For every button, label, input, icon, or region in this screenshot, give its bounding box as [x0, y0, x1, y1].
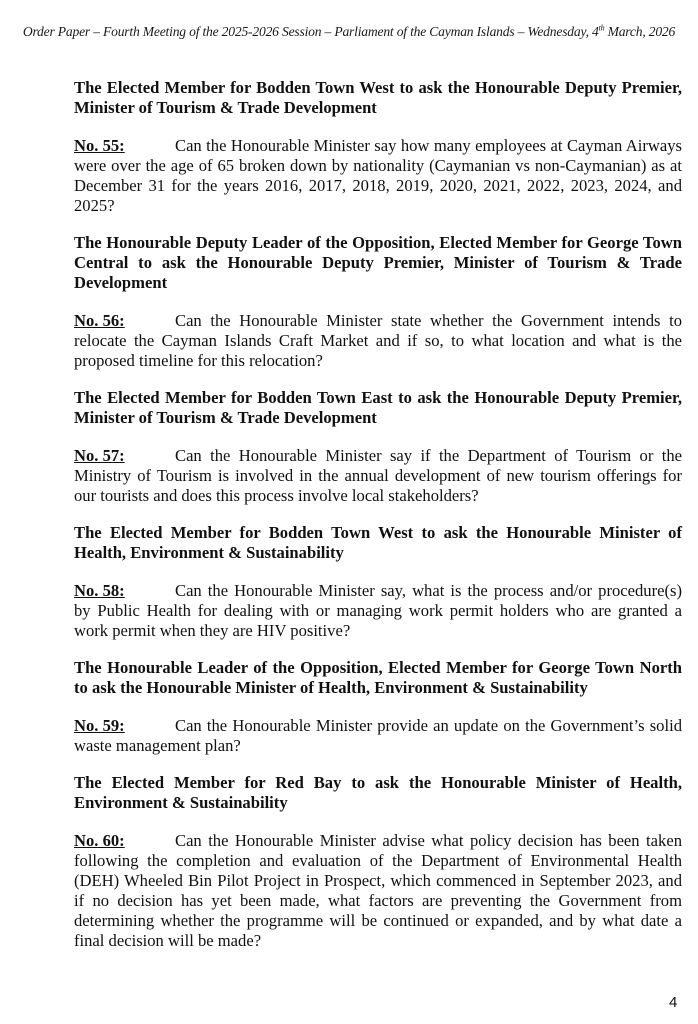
question-text: Can the Honourable Minister provide an update on the Government’s solid waste management plan?: [74, 716, 682, 755]
question-entry-59: [74, 658, 682, 756]
question-number: No. 57:: [74, 446, 125, 465]
question-number: No. 58:: [74, 581, 125, 600]
question-entry-57: [74, 388, 682, 506]
question-text: Can the Honourable Minister say if the Department of Tourism or the Ministry of Tourism is involved in the annual development of new tourism offerings for our tourists and does this process involve local stakeholders?: [74, 446, 682, 505]
question-text: Can the Honourable Minister state whether the Government intends to relocate the Cayman Islands Craft Market and if so, to what location and what is the proposed timeline for this relocation?: [74, 311, 682, 370]
question-number: No. 56:: [74, 311, 125, 330]
asker-heading: The Honourable Leader of the Opposition, Elected Member for George Town North to ask the Honourable Minister of Health, Environment & Sustainability: [74, 658, 682, 697]
question-paragraph: [74, 581, 682, 641]
asker-heading: The Elected Member for Bodden Town West to ask the Honourable Deputy Premier, Minister of Tourism & Trade Development: [74, 78, 682, 117]
question-text: Can the Honourable Minister advise what policy decision has been taken following the completion and evaluation of the Department of Environmental Health (DEH) Wheeled Bin Pilot Project in Prospect, which commenced in September 2023, and if no decision has yet been made, what factors are preventing the Government from determining whether the programme will be continued or expanded, and by what date a final decision will be made?: [74, 831, 682, 950]
question-number: No. 60:: [74, 831, 125, 850]
question-paragraph: [74, 136, 682, 216]
page-number: 4: [669, 994, 678, 1011]
asker-heading: The Elected Member for Bodden Town West to ask the Honourable Minister of Health, Environment & Sustainability: [74, 523, 682, 562]
ordinal-suffix: th: [598, 23, 605, 33]
question-paragraph: [74, 311, 682, 371]
question-text: Can the Honourable Minister say how many employees at Cayman Airways were over the age of 65 broken down by nationality (Caymanian vs non-Caymanian) as at December 31 for the years 2016, 2017, 2018, 2019, 2020, 2021, 2022, 2023, 2024, and 2025?: [74, 136, 682, 215]
question-paragraph: [74, 446, 682, 506]
running-header-text: Order Paper – Fourth Meeting of the 2025-2026 Session – Parliament of the Cayman Islands – Wednesday, 4: [22, 24, 599, 39]
question-text: Can the Honourable Minister say, what is the process and/or procedure(s) by Public Health for dealing with or managing work permit holders who are granted a work permit when they are HIV positive?: [74, 581, 682, 640]
asker-heading: The Honourable Deputy Leader of the Opposition, Elected Member for George Town Central to ask the Honourable Deputy Premier, Minister of Tourism & Trade Development: [74, 233, 682, 292]
question-entry-55: [74, 78, 682, 216]
question-paragraph: [74, 831, 682, 951]
asker-heading: The Elected Member for Bodden Town East to ask the Honourable Deputy Premier, Minister of Tourism & Trade Development: [74, 388, 682, 427]
running-header: [0, 24, 698, 40]
order-paper-questions: [74, 78, 682, 968]
question-entry-56: [74, 233, 682, 371]
question-paragraph: [74, 716, 682, 756]
question-number: No. 59:: [74, 716, 125, 735]
question-entry-58: [74, 523, 682, 641]
asker-heading: The Elected Member for Red Bay to ask the Honourable Minister of Health, Environment & Sustainability: [74, 773, 682, 812]
question-number: No. 55:: [74, 136, 125, 155]
question-entry-60: [74, 773, 682, 951]
running-header-date-tail: March, 2026: [604, 24, 676, 39]
